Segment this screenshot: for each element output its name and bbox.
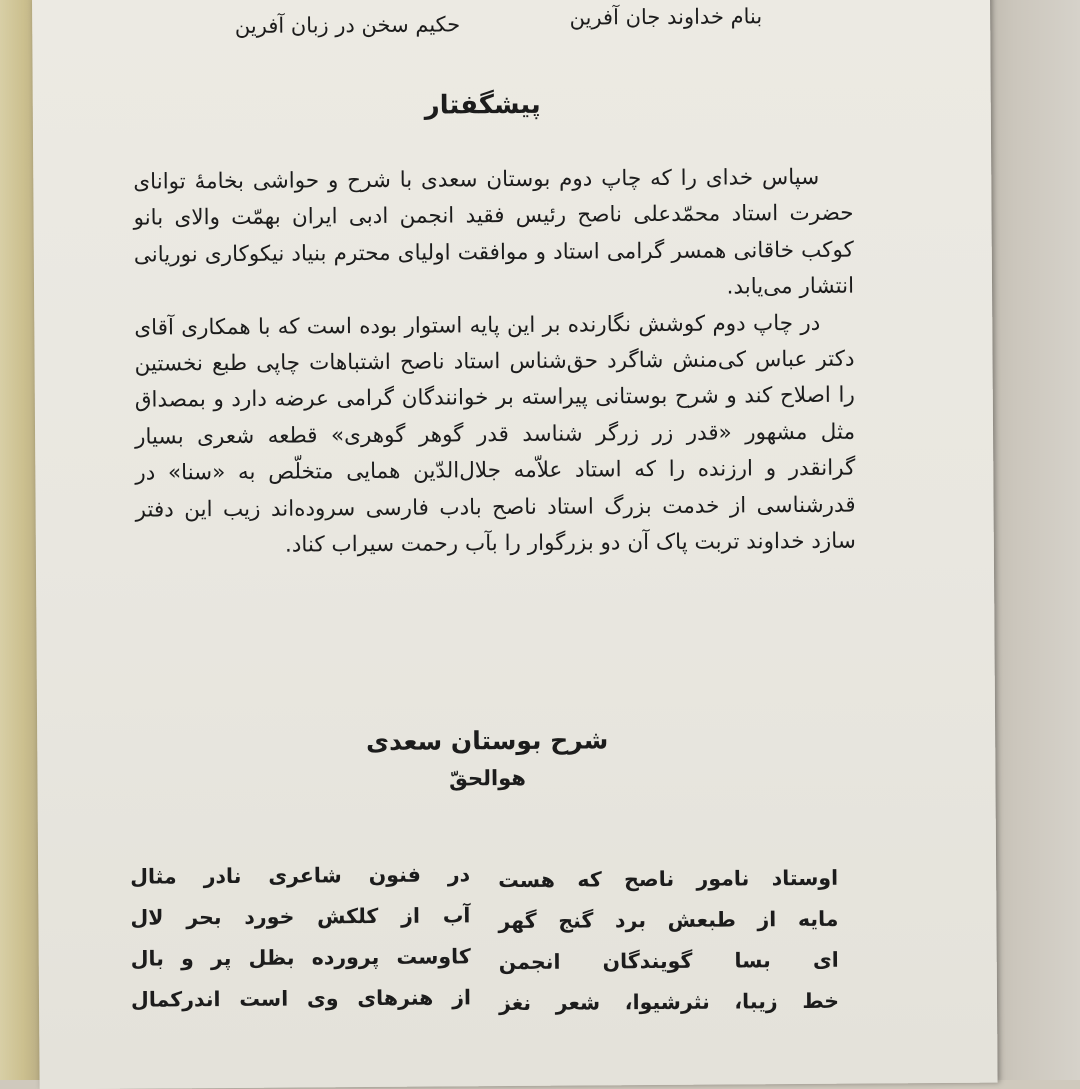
poem-verse: کاوست پرورده بظل پر و بال (130, 944, 471, 971)
book-page (32, 0, 998, 1089)
poem-verse: آب از کلکش خورد بحر لال (130, 903, 471, 930)
invocation-line-right: بنام خداوند جان آفرین (569, 4, 763, 30)
section-title: شرح بوستان سعدی (366, 725, 609, 757)
poem-verse: از هنرهای وی است اندرکمال (130, 985, 472, 1012)
preface-paragraph: سپاس خدای را که چاپ دوم بوستان سعدی با شرح و حواشی بخامهٔ توانای حضرت استاد محمّدعلی ناصح رئیس فقید انجمن ادبی ایران بهمّت والای بانو کوکب خاقانی همسر گرامی استاد و موافقت اولیای محترم بنیاد نیکوکاری نوریانی انتشار می‌یابد. (133, 164, 855, 300)
preface-paragraph: در چاپ دوم کوشش نگارنده بر این پایه استوار بوده است که با همکاری آقای دکتر عباس کی‌منش شاگرد حق‌شناس استاد ناصح اشتباهات چاپی طبع نخستین را اصلاح کند و شرح بوستانی پیراسته بر خوانندگان گرامی عرضه دارد و بمصداق مثل مشهور «قدر زر زرگر شناسد قدر گوهر گوهری» قطعه شعری بسیار گرانقدر و ارزنده را که استاد علاّمه جلال‌الدّین همایی متخلّص به «سنا» در قدرشناسی از خدمت بزرگ استاد ناصح بادب فارسی سروده‌اند زیب این دفتر سازد خداوند تربت پاک آن دو بزرگوار را بآب رحمت سیراب کناد. (134, 310, 856, 558)
preface-body (133, 160, 856, 565)
poem-right-column (498, 858, 839, 1024)
section-subtitle: هوالحقّ (448, 765, 526, 791)
preface-title: پیشگفتار (424, 89, 541, 121)
poem-verse: اوستاد نامور ناصح که هست (498, 865, 839, 893)
poem-verse: در فنون شاعری نادر مثال (130, 862, 471, 889)
invocation-line-left: حکیم سخن در زبان آفرین (234, 12, 461, 38)
poem-verse: ای بسا گویندگان انجمن (498, 947, 839, 975)
poem-left-column (130, 854, 471, 1020)
poem-verse: خط زیبا، نثرشیوا، شعر نغز (498, 988, 840, 1016)
poem-verse: مایه از طبعش برد گنج گهر (498, 906, 839, 934)
